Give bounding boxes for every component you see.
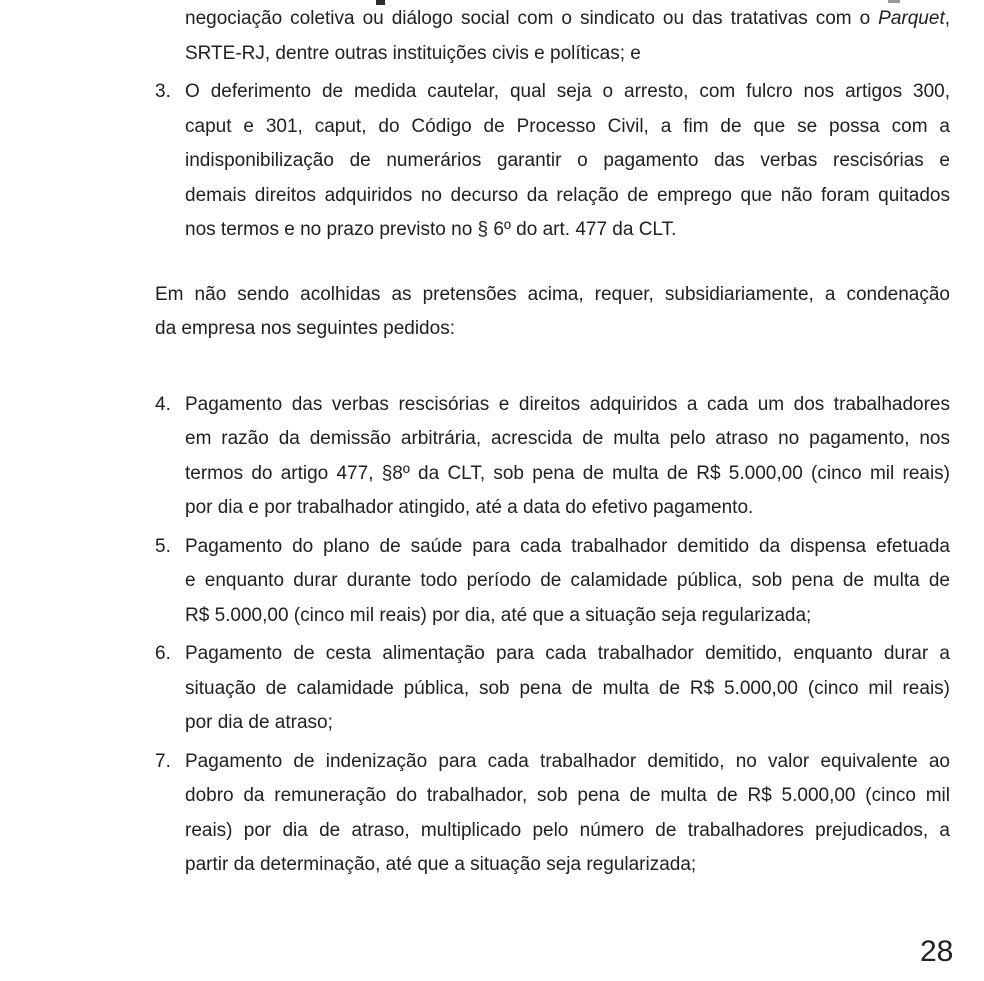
text-line: e enquanto durar durante todo período de calamidade pública, sob pena de multa de (185, 570, 950, 591)
page-number: 28 (920, 935, 954, 968)
list-item-number: 7. (155, 750, 171, 772)
text-line: Em não sendo acolhidas as pretensões acima, requer, subsidiariamente, a condenação (155, 283, 950, 305)
list-item-text (185, 388, 950, 526)
list-item-text (185, 530, 950, 634)
text-line: R$ 5.000,00 (cinco mil reais) por dia, até que a situação seja regularizada; (185, 604, 812, 626)
text-line: indisponibilização de numerários garantir o pagamento das verbas rescisórias e (185, 150, 950, 171)
text-line: SRTE-RJ, dentre outras instituições civis e políticas; e (185, 42, 641, 64)
list-item-number: 5. (155, 535, 171, 557)
item-2-continuation (185, 2, 950, 71)
text-line: reais) por dia de atraso, multiplicado pelo número de trabalhadores prejudicados, a (185, 819, 950, 841)
list-item-number: 4. (155, 393, 171, 415)
list-item-4 (155, 388, 984, 526)
list-item-7 (155, 745, 984, 883)
text-line: demais direitos adquiridos no decurso da relação de emprego que não foram quitados (185, 184, 950, 206)
text-line (185, 2, 950, 37)
text-line: Pagamento de indenização para cada trabalhador demitido, no valor equivalente ao (185, 750, 950, 772)
text-line: situação de calamidade pública, sob pena de multa de R$ 5.000,00 (cinco mil reais) (185, 677, 950, 699)
list-item-3 (155, 75, 984, 248)
list-item-text (185, 75, 950, 248)
text-line: da empresa nos seguintes pedidos: (155, 318, 455, 339)
document-page (0, 2, 984, 883)
list-item-text (185, 637, 950, 741)
text-line: O deferimento de medida cautelar, qual seja o arresto, com fulcro nos artigos 300, (185, 81, 950, 102)
text-line: Pagamento de cesta alimentação para cada trabalhador demitido, enquanto durar a (185, 643, 950, 664)
list-item-5 (155, 530, 984, 634)
text-line: Pagamento das verbas rescisórias e direitos adquiridos a cada um dos trabalhadores (185, 393, 950, 415)
text-run: negociação coletiva ou diálogo social com o sindicato ou das tratativas com o (185, 8, 879, 29)
list-item-text (185, 745, 950, 883)
text-line: caput e 301, caput, do Código de Processo Civil, a fim de que se possa com a (185, 115, 950, 137)
text-line: por dia e por trabalhador atingido, até a data do efetivo pagamento. (185, 497, 754, 518)
text-run: , (944, 8, 950, 29)
italic-term: Parquet (878, 8, 945, 29)
text-line: por dia de atraso; (185, 712, 333, 733)
text-line: termos do artigo 477, §8º da CLT, sob pena de multa de R$ 5.000,00 (cinco mil reais) (185, 462, 950, 484)
list-item-number: 3. (155, 81, 171, 102)
text-line: dobro da remuneração do trabalhador, sob pena de multa de R$ 5.000,00 (cinco mil (185, 785, 950, 806)
subsidiary-paragraph (155, 278, 950, 347)
list-item-6 (155, 637, 984, 741)
list-item-number: 6. (155, 643, 171, 664)
text-line: partir da determinação, até que a situação seja regularizada; (185, 854, 697, 875)
text-line: em razão da demissão arbitrária, acrescida de multa pelo atraso no pagamento, nos (185, 428, 950, 449)
text-line: nos termos e no prazo previsto no § 6º do art. 477 da CLT. (185, 219, 677, 240)
text-line: Pagamento do plano de saúde para cada trabalhador demitido da dispensa efetuada (185, 535, 950, 557)
